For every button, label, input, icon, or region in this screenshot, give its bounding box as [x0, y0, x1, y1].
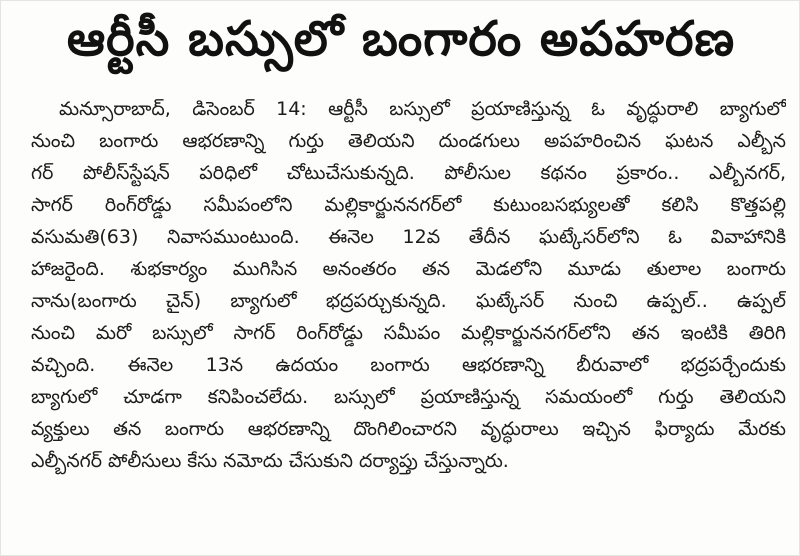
body-line: ఎల్బీనగర్ పోలీసులు కేసు నమోదు చేసుకుని దర్యాప్తు చేస్తున్నారు.	[31, 450, 509, 472]
body-line: గర్ పోలీస్‌స్టేషన్ పరిధిలో చోటుచేసుకున్నది. పోలీసుల కథనం ప్రకారం.. ఎల్బీనగర్,	[31, 162, 786, 184]
body-line: నుంచి మరో బస్సులో సాగర్ రింగ్‌రోడ్డు సమీపం మల్లికార్జుననగర్‌లోని తన ఇంటికి తిరిగి	[31, 322, 786, 344]
body-line: మన్సూరాబాద్, డిసెంబర్ 14: ఆర్టీసీ బస్సులో ప్రయాణిస్తున్న ఓ వృద్ధురాలి బ్యాగులో	[59, 98, 786, 120]
body-line: నుంచి బంగారు ఆభరణాన్ని గుర్తు తెలియని దుండగులు అపహరించిన ఘటన ఎల్బీన	[31, 130, 786, 152]
body-line: వచ్చింది. ఈనెల 13న ఉదయం బంగారు ఆభరణాన్ని బీరువాలో భద్రపర్చేందుకు	[31, 354, 786, 376]
body-line: నాను(బంగారు చైన్) బ్యాగులో భద్రపర్చుకున్నది. ఘట్కేసర్ నుంచి ఉప్పల్.. ఉప్పల్	[31, 290, 786, 312]
headline: ఆర్టీసీ బస్సులో బంగారం అపహరణ	[66, 11, 736, 67]
body-line: హాజరైంది. శుభకార్యం ముగిసిన అనంతరం తన మెడలోని మూడు తులాల బంగారు	[31, 258, 786, 280]
body-line: వసుమతి(63) నివాసముంటుంది. ఈనెల 12వ తేదీన ఘట్కేసర్‌లోని ఓ వివాహానికి	[31, 226, 786, 248]
body-line: బ్యాగులో చూడగా కనిపించలేదు. బస్సులో ప్రయాణిస్తున్న సమయంలో గుర్తు తెలియని	[31, 386, 786, 408]
body-line: వ్యక్తులు తన బంగారు ఆభరణాన్ని దొంగిలించారని వృద్ధురాలు ఇచ్చిన ఫిర్యాదు మేరకు	[31, 418, 786, 440]
body-line: సాగర్ రింగ్‌రోడ్డు సమీపంలోని మల్లికార్జుననగర్‌లో కుటుంబసభ్యులతో కలిసి కొత్తపల్లి	[31, 194, 786, 216]
article-body	[31, 93, 786, 477]
